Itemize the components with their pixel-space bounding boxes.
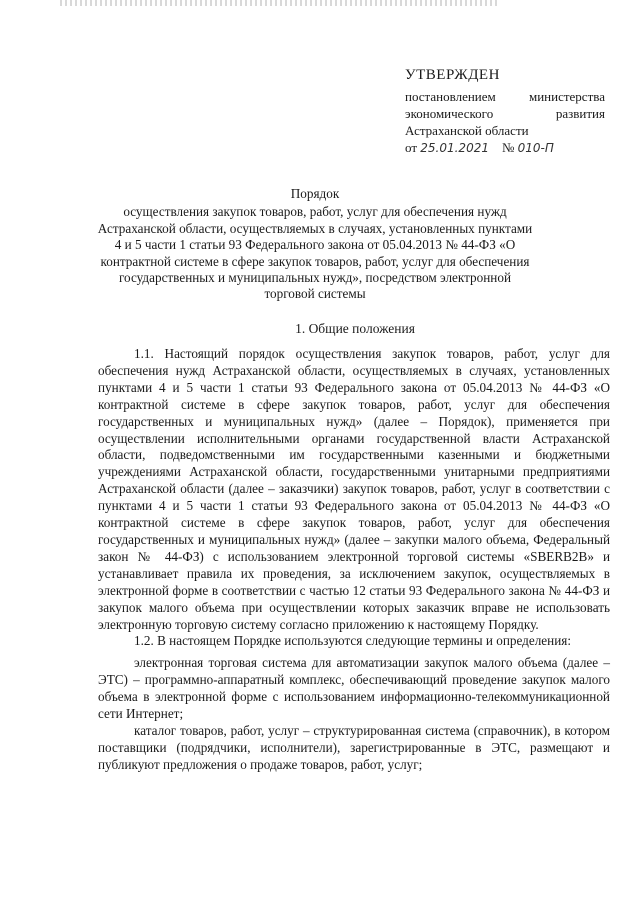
- approval-heading: УТВЕРЖДЕН: [405, 67, 500, 83]
- paragraph-1-1: 1.1. Настоящий порядок осуществления закупок товаров, работ, услуг для обеспечения нужд Астраханской области, осуществляемых в случаях, установленных пунктами 4 и 5 части 1 статьи 93 Федерального закона от 05.04.2013 № 44-ФЗ «О контрактной системе в сфере закупок товаров, работ, услуг для обеспечения государственных и муниципальных нужд» (далее – Порядок), применяется при осуществлении исполнительными органами государственной власти Астраханской области, подведомственными им государственными казенными и бюджетными учреждениями Астраханской области, государственными унитарными предприятиями Астраханской области (далее – заказчики) закупок товаров, работ, услуг в соответствии с пунктами 4 и 5 части 1 статьи 93 Федерального закона от 05.04.2013 № 44-ФЗ «О контрактной системе в сфере закупок товаров, работ, услуг для обеспечения государственных и муниципальных нужд» (далее – закупки малого объема, Федеральный закон № 44-ФЗ) с использованием электронной торговой системы «SBERB2B» и устанавливает правила их проведения, за исключением закупок, осуществляемых в электронной форме в соответствии с частью 12 статьи 93 Федерального закона № 44-ФЗ и закупок малого объема при осуществлении которых заказчик вправе не использовать электронную торговую систему согласно приложению к настоящему Порядку.: [98, 346, 610, 632]
- approval-date-line: [405, 139, 605, 157]
- document-title: [95, 186, 535, 303]
- approval-line-1-a: постановлением: [405, 89, 496, 104]
- document-body: [98, 346, 610, 774]
- approval-line-2: [405, 105, 605, 122]
- title-main: Порядок: [290, 186, 340, 201]
- approval-line-1-b: министерства: [528, 89, 605, 104]
- date-prefix: от: [405, 140, 418, 155]
- approval-line-2-a: экономического: [405, 106, 494, 121]
- approval-stamp: [405, 67, 605, 157]
- number-value: 010-П: [517, 141, 554, 155]
- approval-line-2-b: развития: [555, 106, 605, 121]
- title-subtitle: осуществления закупок товаров, работ, услуг для обеспечения нужд Астраханской области, осуществляемых в случаях, установленных пунктами 4 и 5 части 1 статьи 93 Федерального закона от 05.04.2013 № 44-ФЗ «О контрактной системе в сфере закупок товаров, работ, услуг для обеспечения государственных и муниципальных нужд», посредством электронной торговой системы: [97, 204, 533, 302]
- paragraph-ets-definition: электронная торговая система для автоматизации закупок малого объема (далее – ЭТС) – программно-аппаратный комплекс, обеспечивающий проведение закупок малого объема в электронной форме с использованием информационно-телекоммуникационной сети Интернет;: [98, 655, 610, 722]
- scan-artifact: [60, 0, 500, 6]
- approval-line-3: Астраханской области: [405, 123, 529, 138]
- number-prefix: №: [501, 140, 515, 155]
- approval-line-1: [405, 88, 605, 105]
- paragraph-catalog-definition: каталог товаров, работ, услуг – структурированная система (справочник), в котором поставщики (подрядчики, исполнители), зарегистрированные в ЭТС, размещают и публикуют предложения о продаже товаров, работ, услуг;: [98, 722, 610, 772]
- paragraph-1-2: 1.2. В настоящем Порядке используются следующие термины и определения:: [134, 633, 572, 649]
- date-value: 25.01.2021: [420, 141, 489, 155]
- section-heading: 1. Общие положения: [295, 321, 415, 336]
